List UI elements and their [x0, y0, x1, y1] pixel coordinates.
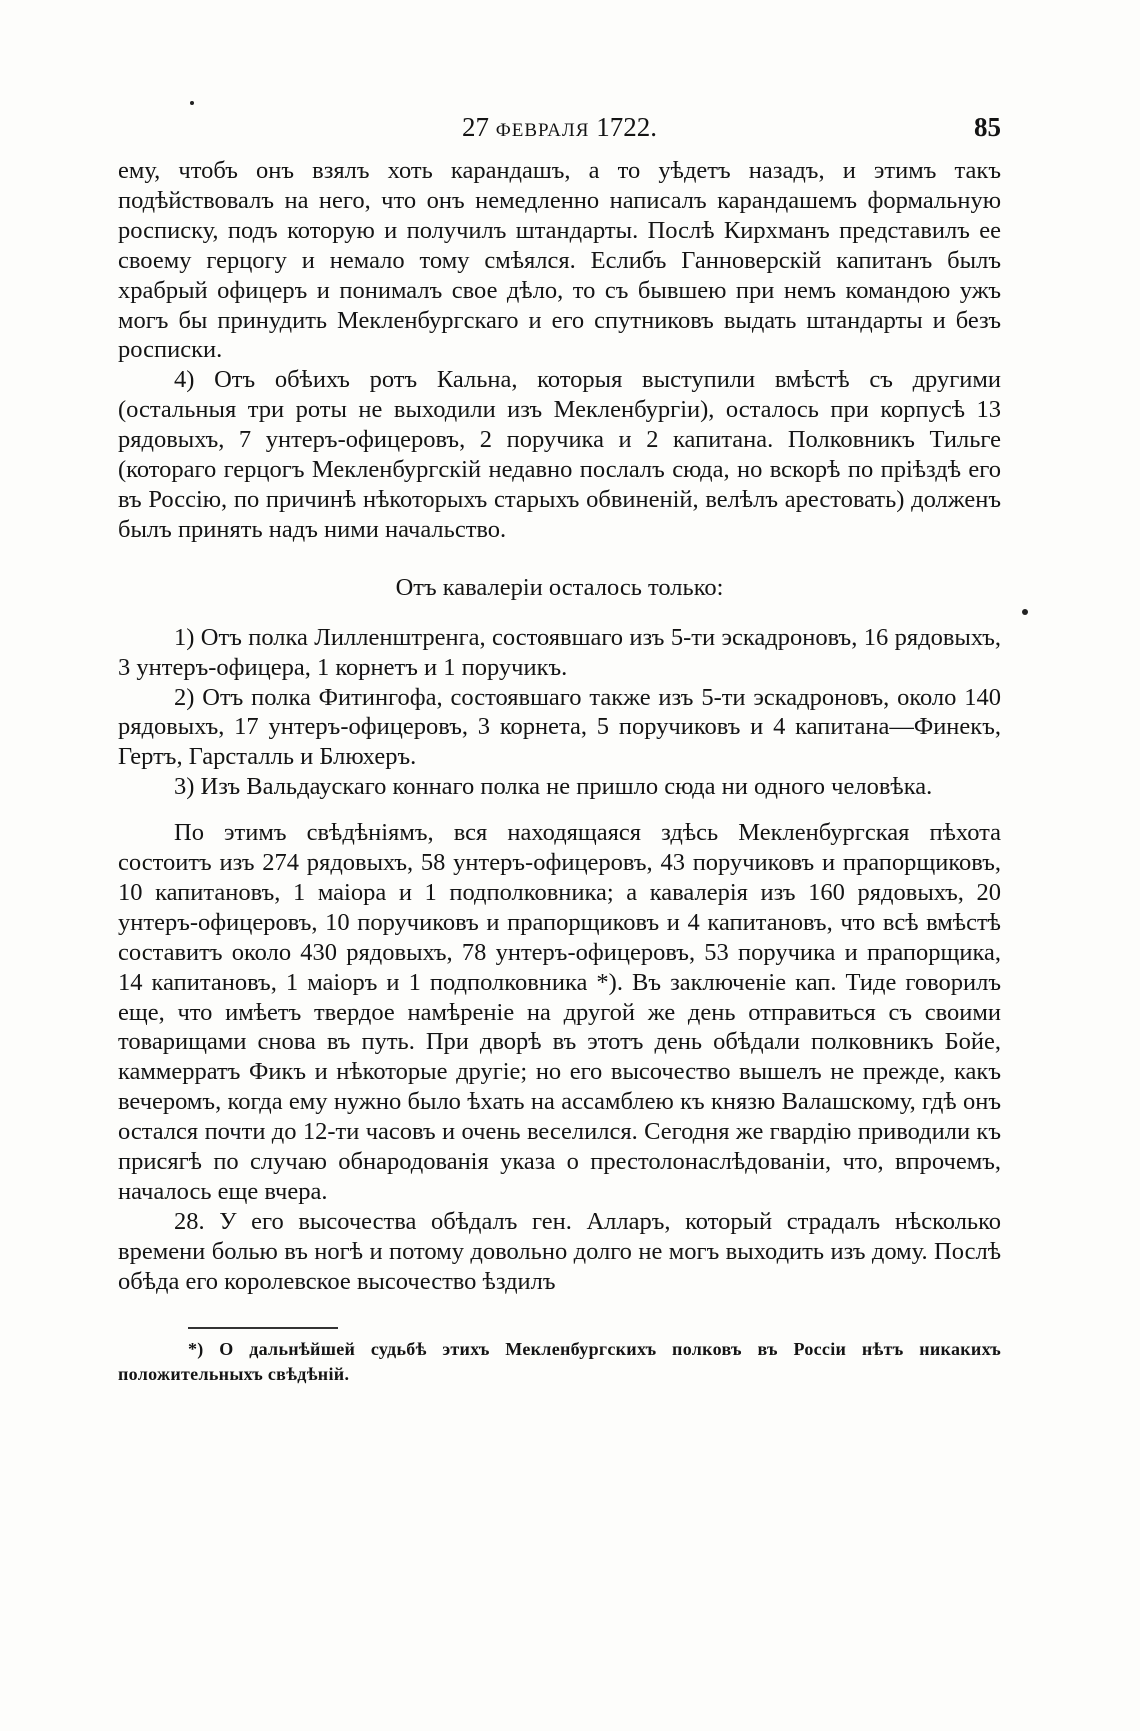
header-year: 1722. [596, 112, 657, 142]
paragraph-day-28: 28. У его высочества обѣдалъ ген. Алларъ, который страдалъ нѣсколько времени болью въ ногѣ и потому довольно долго не могъ выходить изъ дому. Послѣ обѣда его королевское высочество ѣздилъ [118, 1207, 1001, 1295]
footnote: *) О дальнѣйшей судьбѣ этихъ Мекленбургскихъ полковъ въ Россіи нѣтъ никакихъ положительныхъ свѣдѣній. [118, 1338, 1001, 1384]
paragraph-gap [118, 802, 1001, 818]
header-day: 27 [462, 112, 490, 142]
paragraph-item-4: 4) Отъ обѣихъ ротъ Кальна, которыя выступили вмѣстѣ съ другими (остальныя три роты не выходили изъ Мекленбургіи), осталось при корпусѣ 13 рядовыхъ, 7 унтеръ-офицеровъ, 2 поручика и 2 капитана. Полковникъ Тильге (котораго герцогъ Мекленбургскій недавно послалъ сюда, но вскорѣ по пріѣздѣ его въ Россію, по причинѣ нѣкоторыхъ старыхъ обвиненій, велѣлъ арестовать) долженъ былъ принять надъ ними начальство. [118, 366, 1001, 543]
page-header [118, 112, 1001, 156]
header-month: февраля [495, 112, 590, 142]
cavalry-item-2: 2) Отъ полка Фитингофа, состоявшаго также изъ 5-ти эскадроновъ, около 140 рядовыхъ, 17 унтеръ-офицеровъ, 3 корнета, 5 поручиковъ и 4 капитана—Финекъ, Гертъ, Гарсталль и Блюхеръ. [118, 683, 1001, 771]
cavalry-item-1: 1) Отъ полка Лилленштренга, состоявшаго изъ 5-ти эскадроновъ, 16 рядовыхъ, 3 унтеръ-офицера, 1 корнетъ и 1 поручикъ. [118, 623, 1001, 681]
print-speck [1022, 609, 1028, 615]
paragraph-summary: По этимъ свѣдѣніямъ, вся находящаяся здѣсь Мекленбургская пѣхота состоитъ изъ 274 рядовыхъ, 58 унтеръ-офицеровъ, 43 поручиковъ и прапорщиковъ, 10 капитановъ, 1 маіора и 1 подполковника; а кавалерія изъ 160 рядовыхъ, 20 унтеръ-офицеровъ, 10 поручиковъ и прапорщиковъ и 4 капитановъ, что всѣ вмѣстѣ составитъ около 430 рядовыхъ, 78 унтеръ-офицеровъ, 53 поручика и прапорщика, 14 капитановъ, 1 маіоръ и 1 подполковника *). Въ заключеніе кап. Тиде говорилъ еще, что имѣетъ твердое намѣреніе на другой же день отправиться съ своими товарищами снова въ путь. При дворѣ въ этотъ день обѣдали полковникъ Бойе, каммерратъ Фикъ и нѣкоторые другіе; но его высочество вышелъ не прежде, какъ вечеромъ, когда ему нужно было ѣхать на ассамблею къ князю Валашскому, гдѣ онъ остался почти до 12-ти часовъ и очень веселился. Сегодня же гвардію приводили къ присягѣ по случаю обнародованія указа о престолонаслѣдованіи, что, впрочемъ, началось еще вчера. [118, 819, 1001, 1205]
paragraph-continuation: ему, чтобъ онъ взялъ хоть карандашъ, а то уѣдетъ назадъ, и этимъ такъ подѣйствовалъ на него, что онъ немедленно написалъ карандашемъ формальную росписку, подъ которую и получилъ штандарты. Послѣ Кирхманъ представилъ ее своему герцогу и немало тому смѣялся. Еслибъ Ганноверскій капитанъ былъ храбрый офицеръ и понималъ свое дѣло, то съ бывшею при немъ командою ужъ могъ бы принудить Мекленбургскаго и его спутниковъ выдать штандарты и безъ росписки. [118, 157, 1001, 364]
print-speck [190, 101, 194, 105]
footnote-rule [188, 1327, 338, 1329]
running-head-date [118, 112, 1001, 143]
cavalry-item-3: 3) Изъ Вальдаускаго коннаго полка не пришло сюда ни одного человѣка. [174, 773, 933, 801]
page-number: 85 [974, 112, 1001, 142]
book-page [118, 112, 1001, 1387]
section-title-cavalry: Отъ кавалеріи осталось только: [395, 573, 724, 601]
